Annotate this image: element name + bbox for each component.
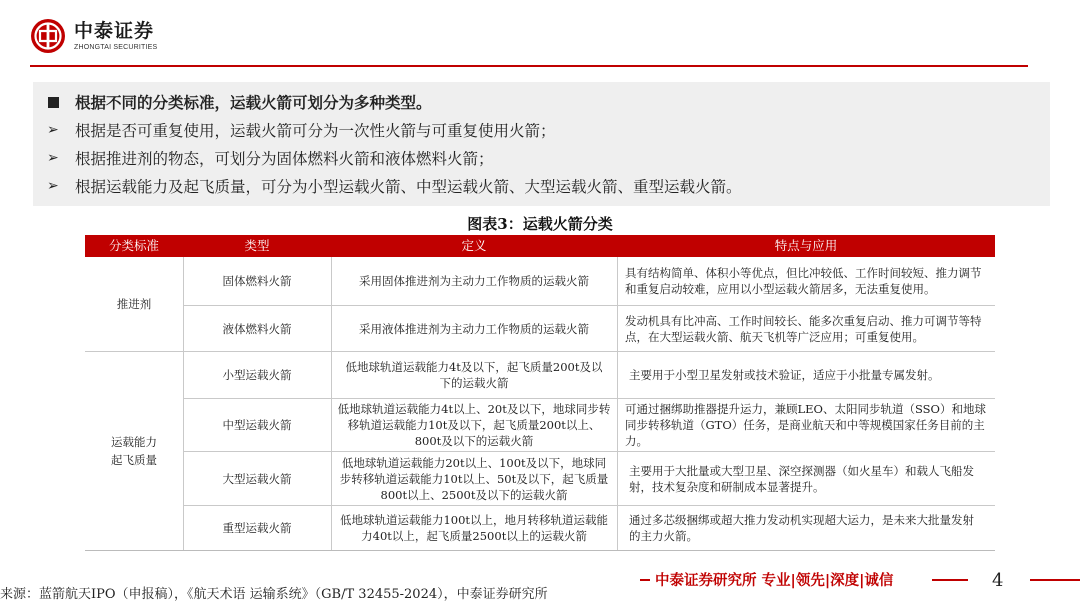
header-divider [30, 65, 1028, 67]
square-bullet-icon [48, 97, 59, 108]
footer-slogan: 中泰证券研究所 专业|领先|深度|诚信 [655, 573, 894, 589]
arrow-bullet-icon: ➢ [47, 178, 59, 194]
table-row-definition: 低地球轨道运载能力100t以上，地月转移轨道运载能力40t以上，起飞质量2500t以上的运载火箭 [339, 513, 609, 543]
bullet-item-text: 根据推进剂的物态，可划分为固体燃料火箭和液体燃料火箭； [75, 150, 494, 168]
company-name-en: ZHONGTAI SECURITIES [74, 43, 158, 51]
table-row-features: 发动机具有比冲高、工作时间较长、能多次重复启动、推力可调节等特点，在大型运载火箭、航天飞机等广泛应用；可重复使用。 [625, 313, 982, 344]
table-row-definition: 低地球轨道运载能力20t以上、100t及以下，地球同步转移轨道运载能力10t以上、50t及以下，起飞质量800t以上、2500t及以下的运载火箭 [339, 455, 609, 502]
arrow-bullet-icon: ➢ [47, 150, 59, 166]
table-row-type: 中型运载火箭 [222, 418, 292, 432]
criterion-capacity-line2: 起飞质量 [111, 453, 157, 467]
table-row-features: 可通过捆绑助推器提升运力，兼顾LEO、太阳同步轨道（SSO）和地球同步转移轨道（GTO）任务，是商业航天和中等规模国家任务目前的主力。 [625, 402, 986, 448]
bullet-item [47, 116, 1050, 144]
summary-box [33, 82, 1050, 206]
slogan-rule-left [640, 579, 650, 581]
table-header [85, 235, 995, 257]
page-number: 4 [992, 570, 1004, 591]
company-name-cn: 中泰证券 [74, 19, 155, 42]
criterion-capacity-line1: 运载能力 [111, 435, 157, 449]
table-row-features: 主要用于小型卫星发射或技术验证，适应于小批量专属发射。 [629, 368, 940, 382]
table-row-features: 通过多芯级捆绑或超大推力发动机实现超大运力，是未来大批量发射的主力火箭。 [629, 513, 974, 543]
figure-title: 图表3：运载火箭分类 [467, 215, 613, 233]
bullet-item [47, 144, 1050, 172]
slogan-rule-right [932, 579, 968, 581]
bullet-heading [47, 88, 1050, 116]
header-features: 特点与应用 [774, 238, 838, 253]
table-row-type: 重型运载火箭 [222, 521, 292, 535]
table-row-type: 小型运载火箭 [222, 368, 292, 382]
bullet-item [47, 172, 1050, 200]
table-row-definition: 采用固体推进剂为主动力工作物质的运载火箭 [359, 274, 589, 288]
classification-table [85, 235, 995, 551]
criterion-cell [85, 352, 183, 550]
slogan-rule-far-right [1030, 579, 1080, 581]
bullet-item-text: 根据是否可重复使用，运载火箭可分为一次性火箭与可重复使用火箭； [75, 122, 556, 140]
company-logo-icon [30, 18, 66, 54]
criterion-cell [85, 257, 183, 351]
company-logo [30, 18, 157, 54]
header-definition: 定义 [461, 238, 487, 253]
table-row-features: 主要用于大批量或大型卫星、深空探测器（如火星车）和载人飞船发射，技术复杂度和研制成本显著提升。 [629, 463, 974, 494]
bullet-item-text: 根据运载能力及起飞质量，可分为小型运载火箭、中型运载火箭、大型运载火箭、重型运载火箭。 [75, 178, 742, 196]
criterion-propellant: 推进剂 [116, 297, 152, 311]
table-row-type: 液体燃料火箭 [222, 321, 292, 336]
table-row-definition: 采用液体推进剂为主动力工作物质的运载火箭 [359, 321, 589, 336]
header-criterion: 分类标准 [108, 238, 159, 253]
table-row-definition: 低地球轨道运载能力4t以上、20t及以下，地球同步转移轨道运载能力10t及以下，起飞质量200t以上、800t及以下的运载火箭 [337, 402, 611, 448]
table-row-type: 大型运载火箭 [222, 471, 292, 486]
bullet-heading-text: 根据不同的分类标准，运载火箭可划分为多种类型。 [75, 93, 432, 112]
source-note: 来源：蓝箭航天IPO（申报稿），《航天术语 运输系统》（GB/T 32455-2024），中泰证券研究所 [0, 587, 548, 602]
header-type: 类型 [244, 238, 270, 253]
table-row-type: 固体燃料火箭 [222, 274, 292, 288]
arrow-bullet-icon: ➢ [47, 122, 59, 138]
table-row-definition: 低地球轨道运载能力4t及以下，起飞质量200t及以下的运载火箭 [345, 360, 603, 390]
table-row-features: 具有结构简单、体积小等优点，但比冲较低、工作时间较短、推力调节和重复启动较难，应用以小型运载火箭居多，无法重复使用。 [625, 266, 982, 296]
table-bottom-border [85, 550, 995, 551]
